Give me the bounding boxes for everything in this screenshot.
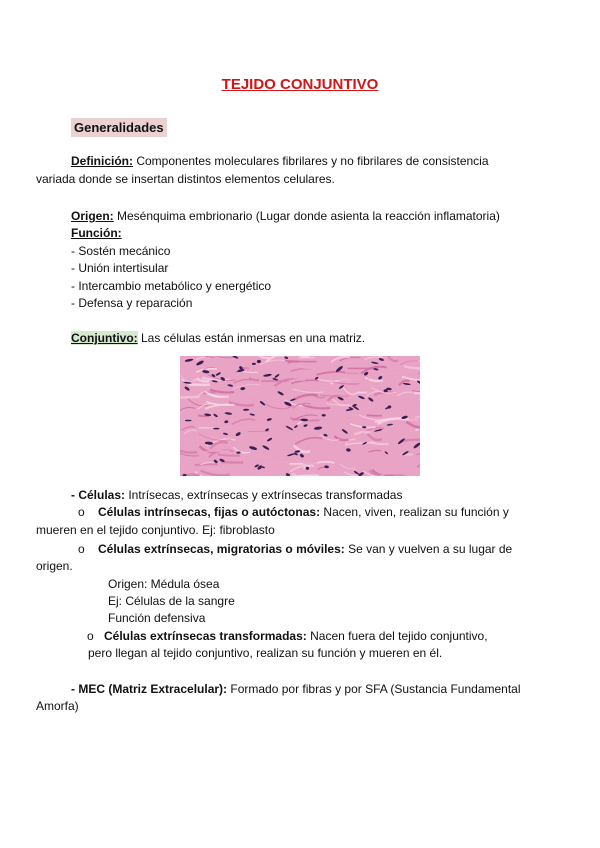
extrinsic-sub-item: Origen: Médula ósea bbox=[108, 577, 220, 591]
collagen-fiber bbox=[212, 427, 234, 428]
conjuntivo-text: Las células están inmersas en una matriz. bbox=[137, 331, 366, 345]
transformed-cells-line-1 bbox=[87, 628, 488, 646]
bullet-icon: o bbox=[78, 505, 85, 519]
connective-tissue-micrograph bbox=[180, 356, 420, 476]
collagen-fiber bbox=[195, 464, 218, 465]
transformed-cells-text: Nacen fuera del tejido conjuntivo, bbox=[306, 629, 488, 643]
collagen-fiber bbox=[363, 452, 384, 453]
collagen-fiber bbox=[238, 427, 270, 428]
extrinsic-cells-line-1 bbox=[78, 541, 512, 559]
origin-text: Mesénquima embrionario (Lugar donde asienta la reacción inflamatoria) bbox=[113, 209, 500, 223]
collagen-fiber bbox=[180, 397, 200, 398]
extrinsic-sub-item: Ej: Células de la sangre bbox=[108, 594, 235, 608]
intrinsic-cells-text: Nacen, viven, realizan su función y bbox=[320, 505, 509, 519]
origin-label: Origen: bbox=[71, 209, 114, 223]
page-title: TEJIDO CONJUNTIVO bbox=[221, 76, 379, 93]
transformed-cells-label: Células extrínsecas transformadas: bbox=[104, 629, 307, 643]
definition-text-1: Componentes moleculares fibrilares y no fibrilares de consistencia bbox=[133, 154, 489, 168]
function-item: - Intercambio metabólico y energético bbox=[71, 279, 272, 293]
definition-text-2: variada donde se insertan distintos elementos celulares. bbox=[36, 172, 335, 186]
extrinsic-cells-line-2: origen. bbox=[36, 559, 73, 573]
origin-line bbox=[71, 208, 500, 226]
intrinsic-cells-label: Células intrínsecas, fijas o autóctonas: bbox=[98, 505, 321, 519]
mec-text: Formado por fibras y por SFA (Sustancia Fundamental bbox=[227, 682, 521, 696]
section-heading-generalidades: Generalidades bbox=[71, 118, 167, 137]
cells-label: - Células: bbox=[71, 488, 126, 502]
collagen-fiber bbox=[285, 361, 316, 362]
function-label: Función: bbox=[71, 226, 122, 240]
extrinsic-cells-label: Células extrínsecas, migratorias o móviles: bbox=[98, 542, 345, 556]
intrinsic-cells-line-2: mueren en el tejido conjuntivo. Ej: fibroblasto bbox=[36, 523, 275, 537]
mec-line-2: Amorfa) bbox=[36, 699, 79, 713]
collagen-fiber bbox=[367, 415, 382, 416]
mec-line-1 bbox=[71, 681, 521, 699]
function-item: - Sostén mecánico bbox=[71, 244, 171, 258]
extrinsic-cells-text: Se van y vuelven a su lugar de bbox=[344, 542, 513, 556]
function-item: - Unión intertisular bbox=[71, 261, 169, 275]
cell-nucleus bbox=[185, 420, 192, 422]
extrinsic-sub-item: Función defensiva bbox=[108, 611, 206, 625]
intrinsic-cells-line-1 bbox=[78, 504, 509, 522]
transformed-cells-line-2: pero llegan al tejido conjuntivo, realizan su función y mueren en él. bbox=[88, 646, 443, 660]
cells-text: Intrísecas, extrínsecas y extrínsecas transformadas bbox=[125, 488, 403, 502]
bullet-icon: o bbox=[78, 542, 85, 556]
cells-line bbox=[71, 487, 402, 505]
conjuntivo-label: Conjuntivo: bbox=[71, 331, 138, 345]
function-item: - Defensa y reparación bbox=[71, 296, 193, 310]
collagen-fiber bbox=[290, 380, 305, 381]
definition-line-1 bbox=[71, 153, 489, 171]
conjuntivo-line bbox=[71, 330, 365, 348]
mec-label: - MEC (Matriz Extracelular): bbox=[71, 682, 228, 696]
bullet-icon: o bbox=[87, 629, 94, 643]
definition-label: Definición: bbox=[71, 154, 133, 168]
